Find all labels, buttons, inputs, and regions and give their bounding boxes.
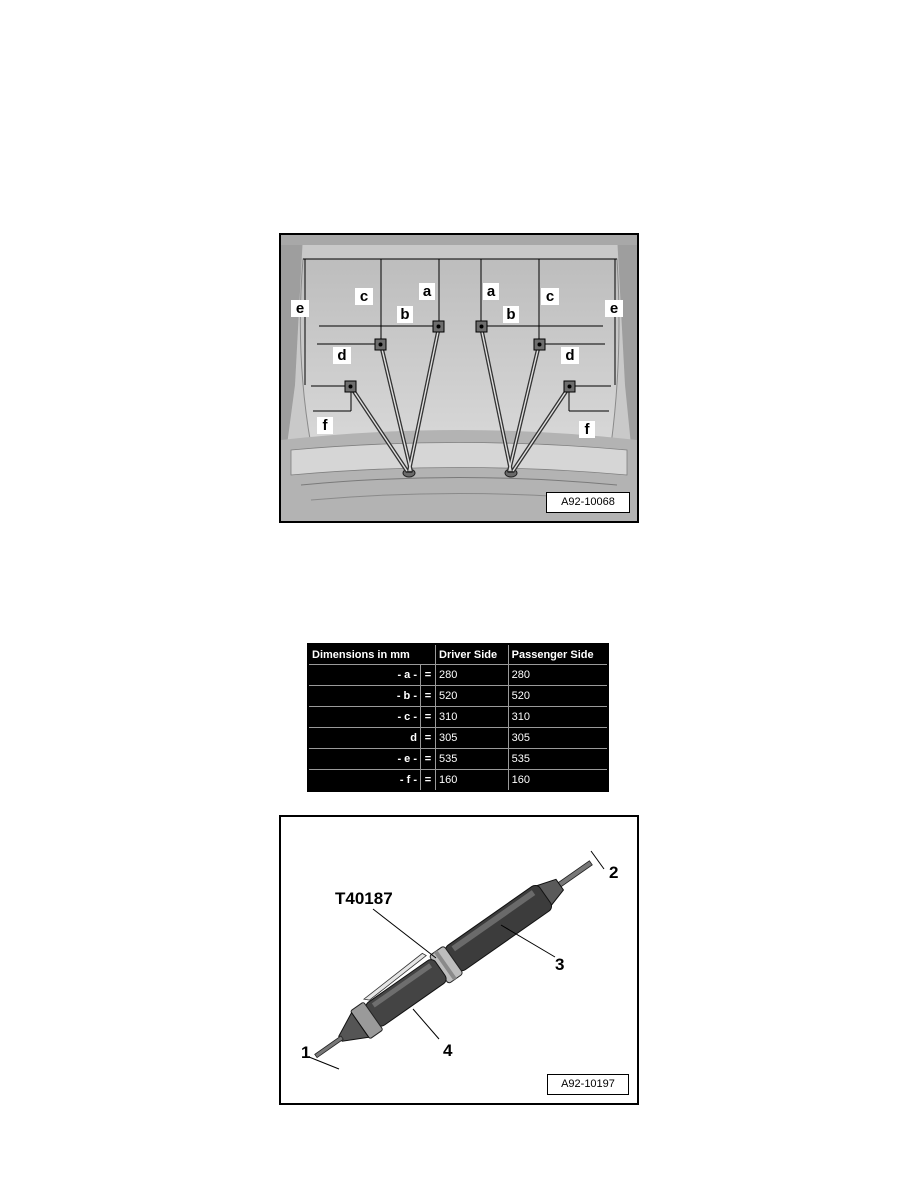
dim-label: - f -	[308, 769, 421, 791]
equals-sign: =	[421, 665, 436, 686]
label-d-driver: d	[333, 347, 351, 364]
equals-sign: =	[421, 748, 436, 769]
table-row	[308, 685, 608, 706]
label-a-passenger: a	[483, 283, 499, 300]
header-passenger-side: Passenger Side	[508, 644, 608, 665]
passenger-value: 535	[508, 748, 608, 769]
driver-value: 535	[436, 748, 509, 769]
dim-label: - b -	[308, 685, 421, 706]
label-b-passenger: b	[503, 306, 519, 323]
callout-1: 1	[301, 1043, 311, 1062]
table-row	[308, 706, 608, 727]
table-row	[308, 748, 608, 769]
label-a-driver: a	[419, 283, 435, 300]
adjustment-tool-figure	[279, 815, 639, 1105]
equals-sign: =	[421, 685, 436, 706]
table-row	[308, 727, 608, 748]
dimensions-table	[307, 643, 609, 792]
label-d-passenger: d	[561, 347, 579, 364]
figure-id-label: A92-10197	[547, 1074, 629, 1095]
equals-sign: =	[421, 727, 436, 748]
label-f-passenger: f	[579, 421, 595, 438]
driver-value: 280	[436, 665, 509, 686]
dim-label: - e -	[308, 748, 421, 769]
passenger-value: 305	[508, 727, 608, 748]
callout-2: 2	[609, 863, 619, 882]
passenger-value: 310	[508, 706, 608, 727]
table-row	[308, 769, 608, 791]
driver-value: 520	[436, 685, 509, 706]
passenger-value: 520	[508, 685, 608, 706]
callout-3: 3	[555, 955, 565, 974]
dim-label: - c -	[308, 706, 421, 727]
tool-illustration	[281, 817, 637, 1103]
table-row	[308, 665, 608, 686]
label-b-driver: b	[397, 306, 413, 323]
label-f-driver: f	[317, 417, 333, 434]
dim-label: d	[308, 727, 421, 748]
label-c-passenger: c	[541, 288, 559, 305]
callout-4: 4	[443, 1041, 453, 1060]
equals-sign: =	[421, 769, 436, 791]
driver-value: 310	[436, 706, 509, 727]
driver-value: 160	[436, 769, 509, 791]
washer-spray-diagram	[279, 233, 639, 523]
driver-value: 305	[436, 727, 509, 748]
passenger-value: 280	[508, 665, 608, 686]
passenger-value: 160	[508, 769, 608, 791]
tool-label-t40187: T40187	[335, 889, 393, 908]
label-c-driver: c	[355, 288, 373, 305]
windshield-illustration	[281, 235, 637, 521]
header-dimensions: Dimensions in mm	[308, 644, 436, 665]
label-e-driver: e	[291, 300, 309, 317]
table-header-row	[308, 644, 608, 665]
figure-id-label: A92-10068	[546, 492, 630, 513]
equals-sign: =	[421, 706, 436, 727]
label-e-passenger: e	[605, 300, 623, 317]
dim-label: - a -	[308, 665, 421, 686]
header-driver-side: Driver Side	[436, 644, 509, 665]
